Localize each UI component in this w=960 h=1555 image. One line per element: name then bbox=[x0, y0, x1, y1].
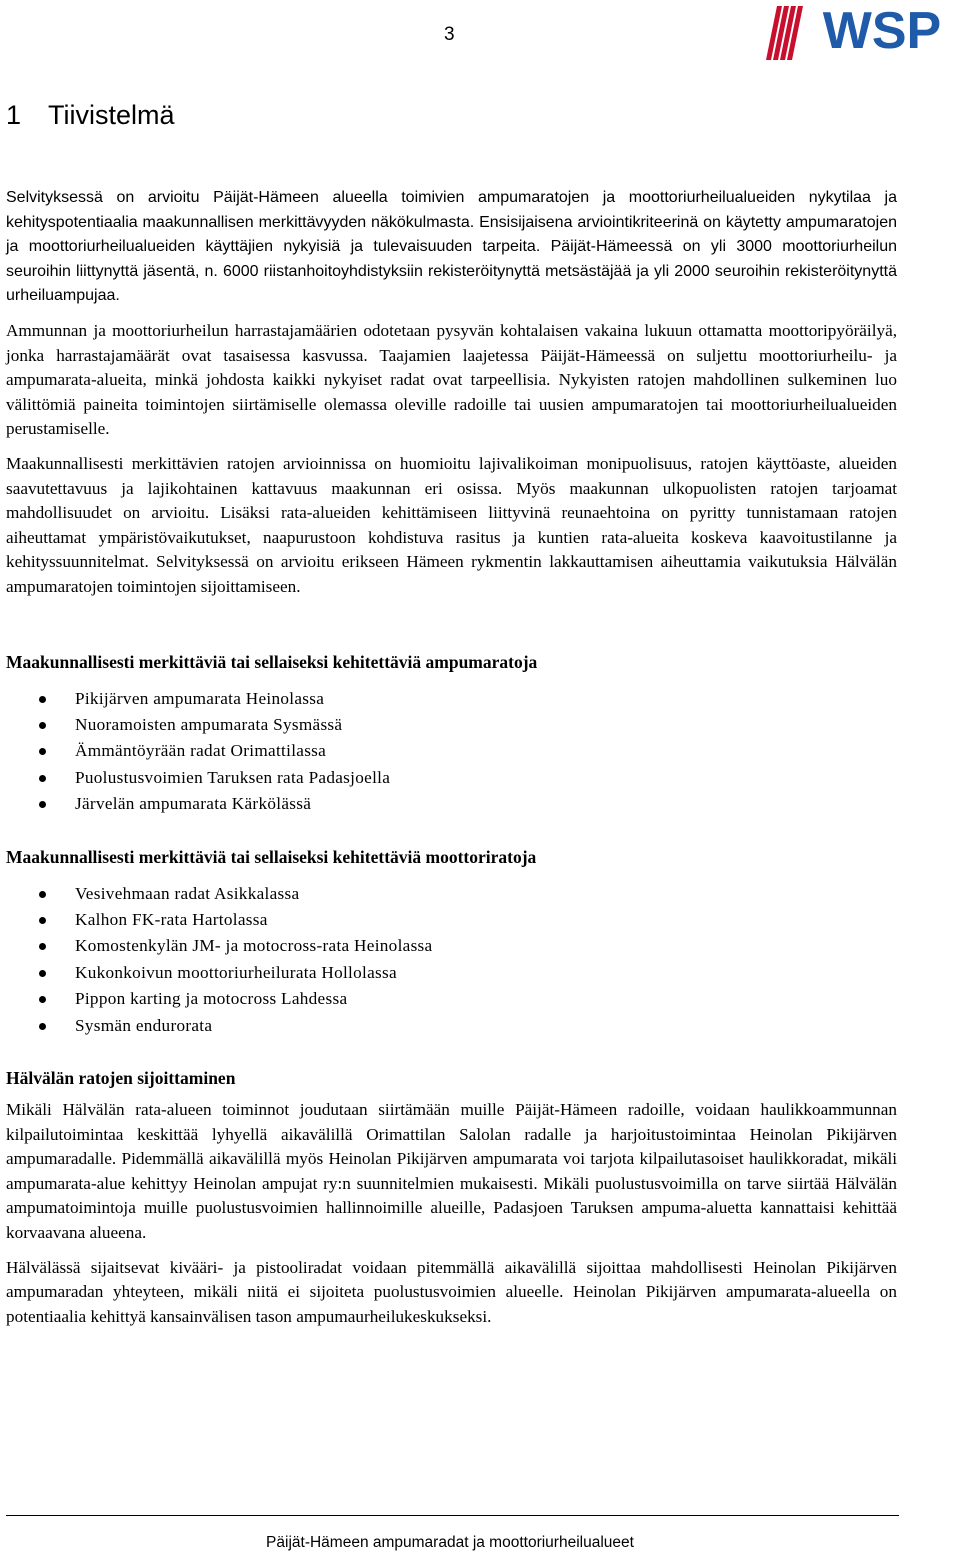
section-title bbox=[6, 100, 175, 131]
section-title-text: Tiivistelmä bbox=[48, 100, 175, 130]
list-item: Vesivehmaan radat Asikkalassa bbox=[6, 881, 897, 907]
wsp-logo bbox=[762, 0, 960, 62]
body-paragraph: Ammunnan ja moottoriurheilun harrastajamäärien odotetaan pysyvän kohtalaisen vakaina lukuun ottamatta moottoripyöräilyä, jonka harrastajamäärät ovat tasaisessa kasvussa. Taajamien laajetessa Päijät-Hämeessä on suljettu moottoriurheilu- ja ampumarata-alueita, minkä johdosta kaikki nykyiset radat ovat tarpeellisia. Nykyisten ratojen mahdollinen sulkeminen luo välittömiä paineita toimintojen siirtämiselle olemassa oleville radoille tai uusien ampumaratojen tai moottoriurheilualueiden perustamiselle. bbox=[6, 320, 897, 439]
motor-tracks-list bbox=[6, 881, 897, 1039]
intro-paragraph: Selvityksessä on arvioitu Päijät-Hämeen alueella toimivien ampumaratojen ja moottoriurheilualueiden nykytilaa ja kehityspotentiaalia maakunnallisen merkittävyyden näkökulmasta. Ensisijaisena arviointikriteerinä on käytetty ampumaratojen ja moottoriurheilualueiden käyttäjien nykyisiä ja tulevaisuuden tarpeita. Päijät-Hämeessä on yli 3000 moottoriurheilun seuroihin liittynyttä jäsentä, n. 6000 riistanhoitoyhdistyksiin rekisteröitynyttä metsästäjää ja yli 2000 seuroihin rekisteröitynyttä urheiluampujaa. bbox=[6, 189, 897, 305]
shooting-ranges-list bbox=[6, 686, 897, 818]
list-item: Komostenkylän JM- ja motocross-rata Heinolassa bbox=[6, 933, 897, 959]
body-paragraph: Mikäli Hälvälän rata-alueen toiminnot joudutaan siirtämään muille Päijät-Hämeen radoille, voidaan haulikkoammunnan kilpailutoimintaa keskittää lyhyellä aikavälillä Orimattilan Salolan radalle ja harjoitustoimintaa Heinolan Pikijärven ampumaradalle. Pidemmällä aikavälillä myös Heinolan Pikijärven ampumarata voi tarjota kilpailutasoiset haulikkoradat, mikäli ampumarata-alue kehittyy Heinolan ampujat ry:n suunnitelmien mukaisesti. Mikäli puolustusvoimilla on tarve siirtää Hälvälän ampumatoimintoja muille puolustusvoimien hallinnoimille alueille, Padasjoen Taruksen ampuma-aluetta kannattaisi kehittää korvaavana alueena. bbox=[6, 1099, 897, 1242]
list-item: Sysmän endurorata bbox=[6, 1013, 897, 1039]
heading-shooting-ranges: Maakunnallisesti merkittäviä tai sellaiseksi kehitettäviä ampumaratoja bbox=[6, 651, 538, 672]
document-body bbox=[6, 186, 897, 1339]
page-number: 3 bbox=[444, 24, 455, 45]
heading-halvala: Hälvälän ratojen sijoittaminen bbox=[6, 1067, 236, 1088]
heading-motor-tracks: Maakunnallisesti merkittäviä tai sellaiseksi kehitettäviä moottoriratoja bbox=[6, 846, 537, 867]
list-item: Kalhon FK-rata Hartolassa bbox=[6, 907, 897, 933]
list-item: Nuoramoisten ampumarata Sysmässä bbox=[6, 712, 897, 738]
list-item: Puolustusvoimien Taruksen rata Padasjoella bbox=[6, 765, 897, 791]
list-item: Kukonkoivun moottoriurheilurata Hollolassa bbox=[6, 960, 897, 986]
section-number: 1 bbox=[6, 100, 22, 130]
footer-divider bbox=[6, 1515, 899, 1516]
body-paragraph: Maakunnallisesti merkittävien ratojen arvioinnissa on huomioitu lajivalikoiman monipuolisuus, ratojen käyttöaste, alueiden saavutettavuus ja lajikohtainen kattavuus maakunnan eri osissa. Myös maakunnan ulkopuolisten ratojen tarjoamat mahdollisuudet on arvioitu. Lisäksi rata-alueiden kehittämiseen liittyvinä reunaehtoina on pyritty tunnistamaan ratojen aiheuttamat ympäristövaikutukset, naapurustoon kohdistuva rasitus ja kuntien rata-alueita koskeva kaavoitustilanne ja kehityssuunnitelmat. Selvityksessä on arvioitu erikseen Hämeen rykmentin lakkauttamisen aiheuttamia vaikutuksia Hälvälän ampumaratojen toimintojen sijoittamiseen. bbox=[6, 453, 897, 596]
list-item: Pikijärven ampumarata Heinolassa bbox=[6, 686, 897, 712]
list-item: Ämmäntöyrään radat Orimattilassa bbox=[6, 738, 897, 764]
logo-text: WSP bbox=[822, 2, 942, 60]
footer-text: Päijät-Hämeen ampumaradat ja moottoriurheilualueet bbox=[266, 1534, 634, 1551]
body-paragraph: Hälvälässä sijaitsevat kivääri- ja pistooliradat voidaan pitemmällä aikavälillä sijoittaa mahdollisesti Heinolan Pikijärven ampumaradan yhteyteen, mikäli niitä ei sijoiteta puolustusvoimien alueelle. Heinolan Pikijärven ampumarata-alueella on potentiaalia kehittyä kansainvälisen tason ampumaurheilukeskukseksi. bbox=[6, 1257, 897, 1326]
list-item: Järvelän ampumarata Kärkölässä bbox=[6, 791, 897, 817]
list-item: Pippon karting ja motocross Lahdessa bbox=[6, 986, 897, 1012]
